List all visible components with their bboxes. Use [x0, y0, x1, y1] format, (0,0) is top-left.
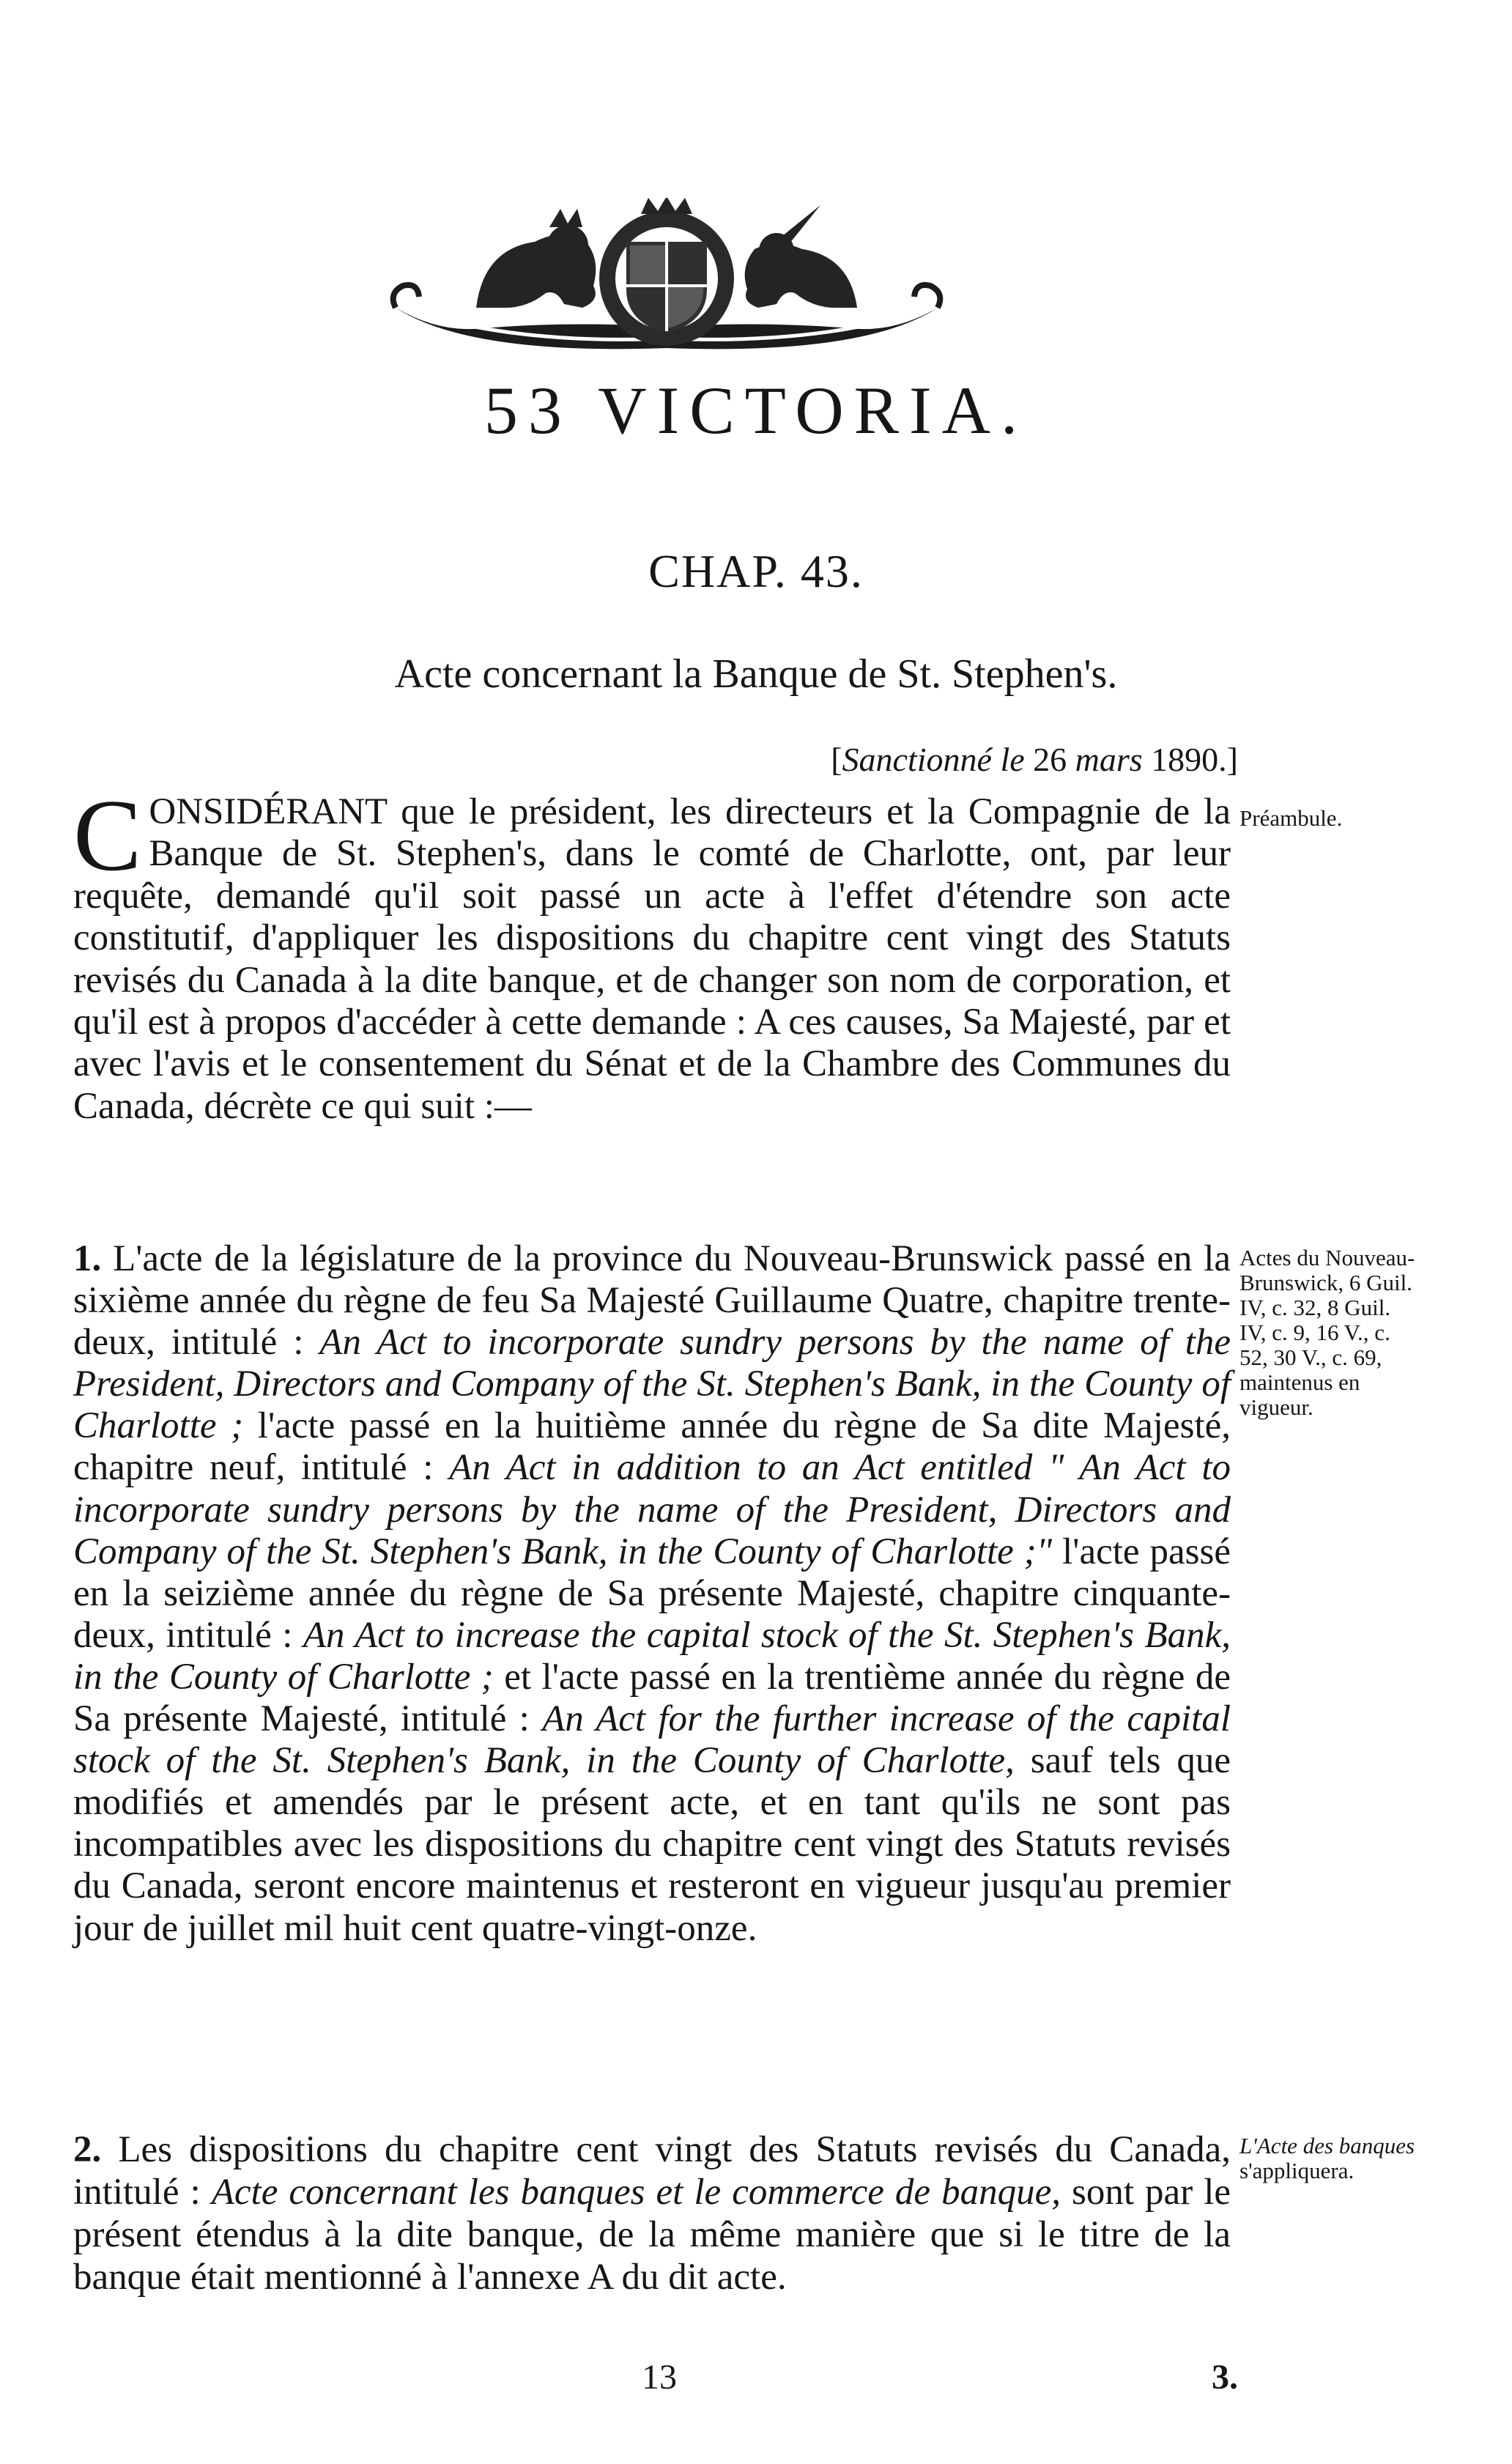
section-1 [73, 1238, 1231, 2073]
section-text: et l'acte passé en la trentième année du règne de Sa présente Majesté, intitulé : [73, 1656, 1231, 1740]
section-2 [73, 2128, 1231, 2341]
section-text: l'acte passé en la seizième année du règne de Sa présente Majesté, chapitre cinquante-deux, intitulé : [73, 1531, 1231, 1656]
assent-month: mars [1075, 741, 1143, 778]
assent-prefix: [ [831, 741, 842, 778]
margin-note-section-1: Actes du Nouveau-Brunswick, 6 Guil. IV, c. 32, 8 Guil. IV, c. 9, 16 V., c. 52, 30 V., c. 69, maintenus en vigueur. [1239, 1245, 1415, 1420]
section-text: sont par le présent étendus à la dite banque, de la même manière que si le titre de la banque était mentionné à l'annexe A du dit acte. [73, 2172, 1231, 2298]
preamble-text: ONSIDÉRANT que le président, les directeurs et la Compagnie de la Banque de St. Stephen's, dans le comté de Charlotte, ont, par leur requête, demandé qu'il soit passé un acte à l'effet d'étendre son acte constitutif, d'appliquer les dispositions du chapitre cent vingt des Statuts revisés du Canada à la dite banque, et de changer son nom de corporation, et qu'il est à propos d'accéder à cette demande : A ces causes, Sa Majesté, par et avec l'avis et le consentement du Sénat et de la Chambre des Communes du Canada, décrète ce qui suit :— [73, 791, 1231, 1127]
act-citation: An Act to increase the capital stock of the St. Stephen's Bank, in the County of Charlotte ; [73, 1614, 1231, 1698]
act-title: Acte concernant la Banque de St. Stephen's. [394, 651, 1118, 697]
section-text: l'acte passé en la huitième année du règne de Sa dite Majesté, chapitre neuf, intitulé : [73, 1405, 1231, 1489]
drop-cap: C [73, 779, 142, 892]
margin-note-preamble: Préambule. [1239, 805, 1343, 831]
assent-date [725, 734, 1238, 785]
assent-label: Sanctionné le [842, 741, 1025, 778]
assent-year: 1890.] [1142, 741, 1238, 778]
section-number: 1. [73, 1238, 102, 1279]
preamble [73, 779, 1231, 1213]
chapter-number: CHAP. 43. [648, 545, 864, 597]
act-citation: An Act in addition to an Act entitled " An Act to incorporate sundry persons by the name of the President, Directors and Company of the St. Stephen's Bank, in the County of Charlotte ;" [73, 1447, 1231, 1572]
margin-note-text: s'appliquera. [1239, 2158, 1354, 2183]
margin-note-section-2 [1239, 2134, 1423, 2183]
page-number: 13 [642, 2358, 677, 2397]
section-text: L'acte de la législature de la province du Nouveau-Brunswick passé en la sixième année du règne de feu Sa Majesté Guillaume Quatre, chapitre trente-deux, intitulé : [73, 1238, 1231, 1364]
section-text: Les dispositions du chapitre cent vingt des Statuts revisés du Canada, intitulé : [73, 2129, 1231, 2213]
act-citation: An Act to incorporate sundry persons by the name of the President, Directors and Company of the St. Stephen's Bank, in the County of Charlotte ; [73, 1322, 1231, 1447]
assent-day: 26 [1024, 741, 1075, 778]
act-citation: Acte concernant les banques et le commerce de banque, [211, 2172, 1061, 2213]
margin-note-italic: L'Acte des banques [1239, 2133, 1415, 2158]
royal-arms-icon [381, 198, 952, 366]
reign-title: 53 VICTORIA. [483, 373, 1029, 448]
section-number: 2. [73, 2129, 102, 2170]
section-text: sauf tels que modifiés et amendés par le présent acte, et en tant qu'ils ne sont pas incompatibles avec les dispositions du chapitre cent vingt des Statuts revisés du Canada, seront encore maintenus et resteront en vigueur jusqu'au premier jour de juillet mil huit cent quatre-vingt-onze. [73, 1740, 1231, 1949]
catchword: 3. [1212, 2358, 1238, 2397]
act-citation: An Act for the further increase of the capital stock of the St. Stephen's Bank, in the County of Charlotte, [73, 1698, 1231, 1782]
